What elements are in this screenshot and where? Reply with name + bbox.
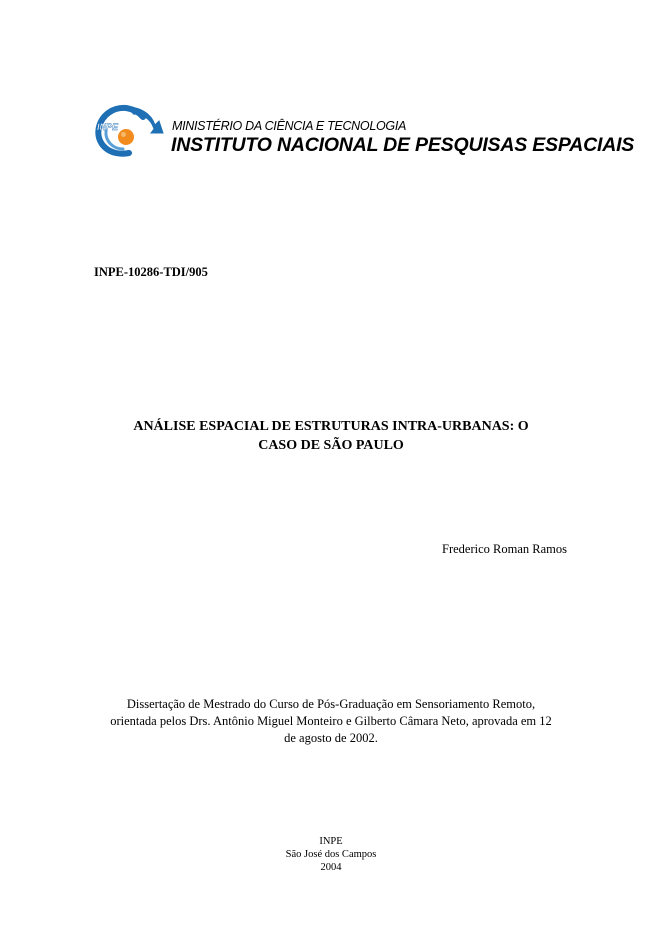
author-name: Frederico Roman Ramos [442,542,567,556]
title-line-2: CASO DE SÃO PAULO [258,438,404,453]
document-title [95,417,567,455]
title-line-1: ANÁLISE ESPACIAL DE ESTRUTURAS INTRA-URBANAS: O [133,419,529,434]
logo-text: INPE [97,122,119,132]
inpe-logo-icon [93,103,165,159]
imprint [95,835,567,874]
imprint-publisher: INPE [319,836,343,847]
institution-header [93,103,635,159]
description-line-1: Dissertação de Mestrado do Curso de Pós-Graduação em Sensoriamento Remoto, [126,697,536,711]
institute-name: INSTITUTO NACIONAL DE PESQUISAS ESPACIAIS [171,134,635,156]
description-line-3: de agosto de 2002. [284,731,378,745]
dissertation-description [95,696,567,747]
imprint-year: 2004 [320,862,342,873]
report-number: INPE-10286-TDI/905 [94,265,208,279]
description-line-2: orientada pelos Drs. Antônio Miguel Monteiro e Gilberto Câmara Neto, aprovada em 12 [110,714,552,728]
ministry-name: MINISTÉRIO DA CIÊNCIA E TECNOLOGIA [172,119,407,133]
imprint-city: São José dos Campos [285,849,377,860]
